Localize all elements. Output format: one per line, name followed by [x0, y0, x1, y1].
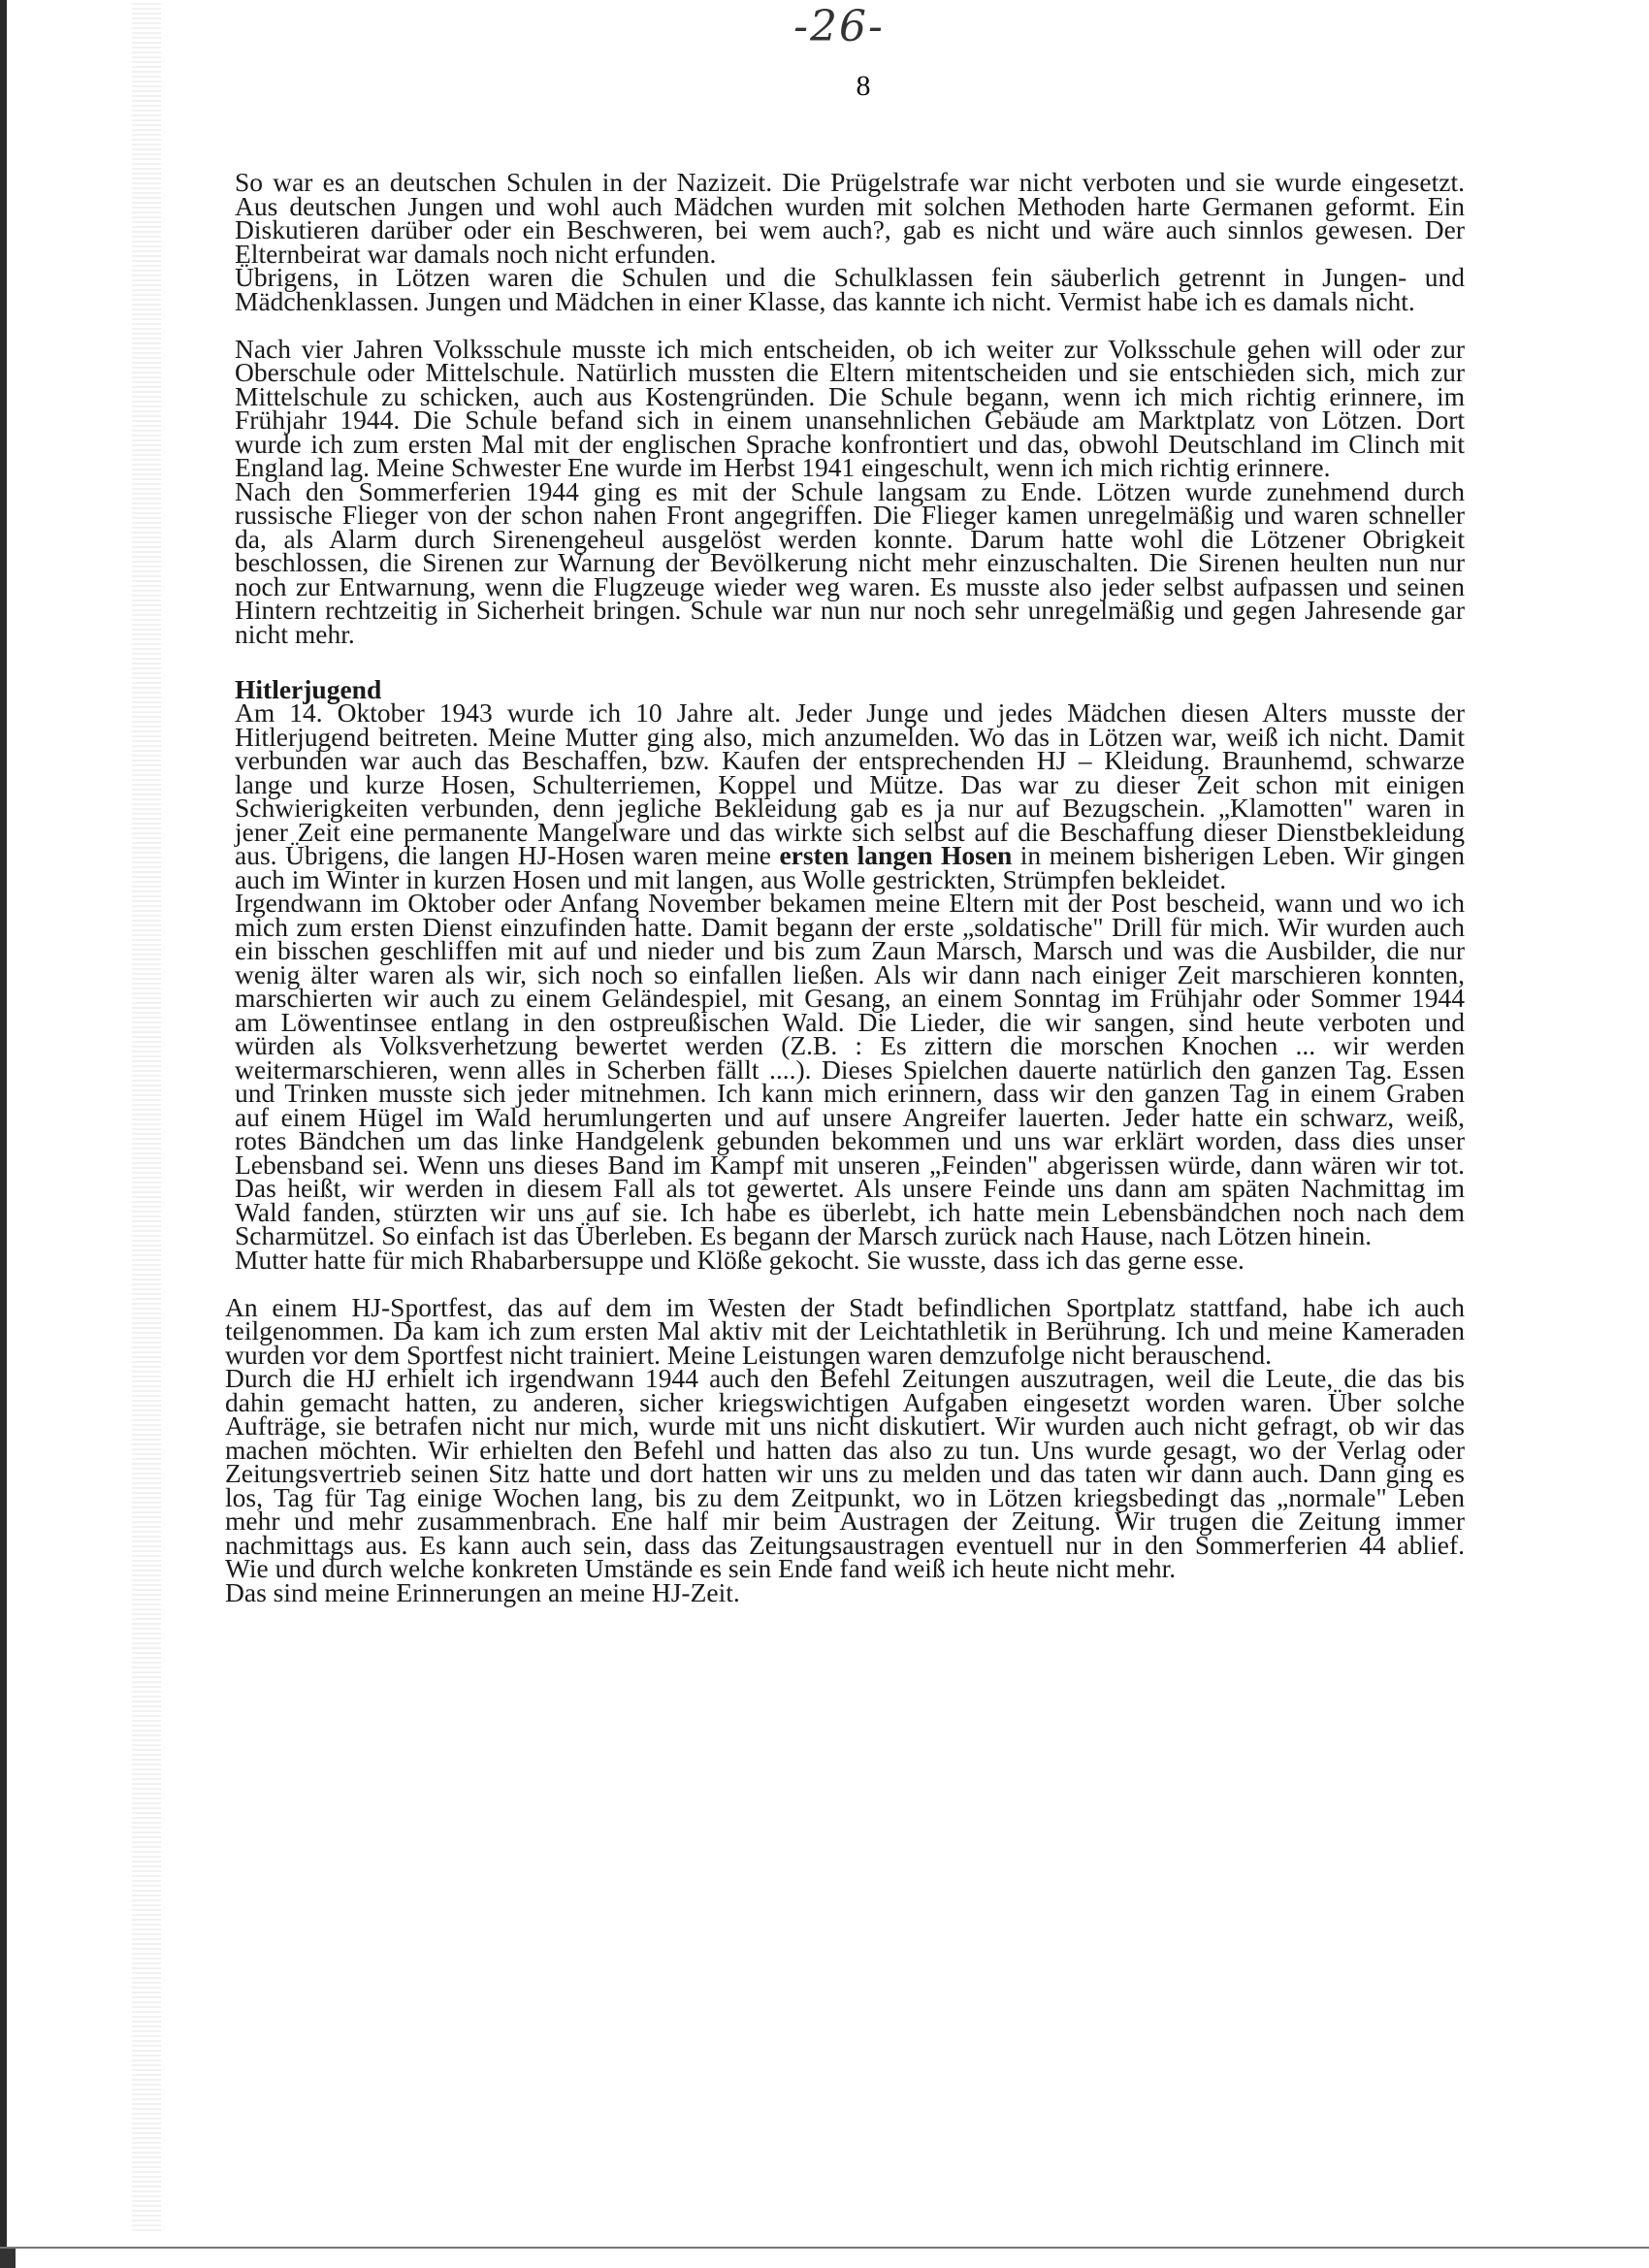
text-line: Oberschule oder Mittelschule. Natürlich mussten die Eltern mitentscheiden und sie entschieden sich, mich zur: [235, 357, 1465, 387]
scan-corner: [0, 2249, 16, 2268]
text-line: Das heißt, wir werden in diesem Fall als tot gewertet. Als unsere Feinde uns dann am späten Nachmittag im: [235, 1173, 1465, 1203]
text-line: Wie und durch welche konkreten Umstände es sein Ende fand weiß ich heute nicht mehr.: [225, 1553, 1177, 1583]
section-heading: Hitlerjugend: [235, 673, 382, 704]
text-line: marschierten wir auch zu einem Geländespiel, mit Gesang, an einem Sonntag im Frühjahr oder Sommer 1944: [235, 983, 1465, 1013]
paragraph-schools: [235, 167, 1465, 316]
text-line: machen möchten. Wir erhielten den Befehl und hatten das also zu tun. Uns wurde gesagt, wo der Verlag oder: [225, 1434, 1465, 1465]
text-line: Hintern rechtzeitig in Sicherheit bringen. Schule war nun nur noch sehr unregelmäßig und gegen Jahresende gar: [235, 595, 1465, 625]
text-line: Mädchenklassen. Jungen und Mädchen in einer Klasse, das kannte ich nicht. Vermist habe ich es damals nicht.: [235, 285, 1415, 316]
text-line: Aus deutschen Jungen und wohl auch Mädchen wurden mit solchen Methoden harte Germanen geformt. Ein: [235, 190, 1465, 221]
text-line: mich zum ersten Dienst einzufinden hatte. Damit begann der erste „soldatische" Drill für mich. Wir wurden auch: [235, 911, 1465, 942]
text-line: auch im Winter in kurzen Hosen und mit langen, aus Wolle gestrickten, Strümpfen bekleidet.: [235, 863, 1227, 894]
text-line: auf einem Hügel im Wald herumlungerten und auf unsere Angreifer lauerten. Jeder hatte ein schwarz, weiß,: [235, 1101, 1465, 1132]
text-line: Am 14. Oktober 1943 wurde ich 10 Jahre alt. Jeder Junge und jedes Mädchen diesen Alters musste der: [235, 697, 1465, 728]
document-body: [225, 167, 1465, 1607]
text-segment: aus. Übrigens, die langen HJ-Hosen waren meine: [235, 840, 780, 870]
text-line: wurde ich zum ersten Mal mit der englischen Sprache konfrontiert und das, obwohl Deutschland im Clinch mit: [235, 428, 1465, 459]
text-line: am Löwentinsee entlang in den ostpreußischen Wald. Die Lieder, die wir sangen, sind heute verboten und: [235, 1006, 1465, 1037]
text-line: beschlossen, die Sirenen zur Warnung der Bevölkerung nicht mehr einzuschalten. Die Sirenen heulten nun nur: [235, 547, 1465, 577]
text-line: So war es an deutschen Schulen in der Nazizeit. Die Prügelstrafe war nicht verboten und sie wurde eingesetzt.: [235, 167, 1465, 197]
text-line: England lag. Meine Schwester Ene wurde im Herbst 1941 eingeschult, wenn ich mich richtig erinnere.: [235, 452, 1331, 482]
text-line: da, als Alarm durch Sirenengeheul ausgelöst werden konnte. Darum hatte wohl die Lötzener Obrigkeit: [235, 523, 1465, 554]
text-line: Schwierigkeiten verbunden, denn jegliche Bekleidung gab es ja nur auf Bezugschein. „Klamotten" waren in: [235, 793, 1465, 823]
text-line: Mittelschule zu schicken, auch aus Kostengründen. Die Schule begann, wenn ich mich richtig erinnere, im: [235, 380, 1465, 411]
text-line: würden als Volksverhetzung bewertet werden (Z.B. : Es zittern die morschen Knochen ... wir werden: [235, 1030, 1465, 1060]
text-line: los, Tag für Tag einige Wochen lang, bis zu dem Zeitpunkt, wo in Lötzen kriegsbedingt das „normale" Leben: [225, 1481, 1465, 1512]
text-line: wurden vor dem Sportfest nicht trainiert. Meine Leistungen waren demzufolge nicht berauschend.: [225, 1339, 1273, 1370]
text-line: Durch die HJ erhielt ich irgendwann 1944 auch den Befehl Zeitungen auszutragen, weil die Leute, die das bis: [225, 1363, 1465, 1393]
text-line: Mutter hatte für mich Rhabarbersuppe und Klöße gekocht. Sie wusste, dass ich das gerne esse.: [235, 1244, 1245, 1275]
text-line: Übrigens, in Lötzen waren die Schulen und die Schulklassen fein säuberlich getrennt in Jungen- und: [235, 262, 1465, 292]
text-line: russische Flieger von der schon nahen Front angegriffen. Die Flieger kamen unregelmäßig und waren schneller: [235, 500, 1465, 530]
text-line: verbunden war auch das Beschaffen, bzw. Kaufen der entsprechenden HJ – Kleidung. Braunhemd, schwarze: [235, 745, 1465, 775]
text-line: noch zur Entwarnung, wenn die Flugzeuge wieder weg waren. Es musste also jeder selbst aufpassen und seinen: [235, 570, 1465, 601]
text-line: lange und kurze Hosen, Schulterriemen, Koppel und Mütze. Das war zu dieser Zeit schon mit einigen: [235, 768, 1465, 799]
text-line: Zeitungsvertrieb seinen Sitz hatte und dort hatten wir uns zu melden und das taten wir dann auch. Dann ging es: [225, 1458, 1465, 1488]
text-line: nicht mehr.: [235, 618, 355, 649]
section-hitlerjugend: [235, 673, 1465, 1275]
paragraph-sportfest: [225, 1291, 1465, 1607]
page-number: 8: [856, 70, 871, 102]
text-line: jener Zeit eine permanente Mangelware und das wirkte sich selbst auf die Beschaffung dieser Dienstbekleidung: [235, 816, 1465, 847]
text-line: Lebensband sei. Wenn uns dieses Band im Kampf mit unseren „Feinden" abgerissen würde, dann wären wir tot.: [235, 1149, 1465, 1180]
text-line: und Trinken musste sich jeder mitnehmen. Ich kann mich erinnern, dass wir den ganzen Tag in einem Graben: [235, 1078, 1465, 1108]
paragraph-mittelschule: [235, 333, 1465, 649]
scan-edge-bottom: [0, 2247, 1649, 2249]
text-line: weitermarschieren, wenn alles in Scherben fällt ....). Dieses Spielchen dauerte natürlich den ganzen Tag. Essen: [235, 1053, 1465, 1085]
text-line: Irgendwann im Oktober oder Anfang November bekamen meine Eltern mit der Post bescheid, wann und wo ich: [235, 888, 1465, 918]
text-line: ein bisschen geschliffen mit auf und nieder und bis zum Zaun Marsch, Marsch und was die Ausbilder, die nur: [235, 935, 1465, 965]
text-line: wenig älter waren als wir, sich noch so einfallen ließen. Als wir dann nach einiger Zeit marschieren konnten,: [235, 958, 1465, 989]
text-line: An einem HJ-Sportfest, das auf dem im Westen der Stadt befindlichen Sportplatz stattfand, habe ich auch: [225, 1291, 1465, 1322]
text-line: Diskutieren darüber oder ein Beschweren, bei wem auch?, gab es nicht und wäre auch sinnlos gewesen. Der: [235, 214, 1465, 244]
text-line: nachmittags aus. Es kann auch sein, dass das Zeitungsaustragen eventuell nur in den Sommerferien 44 ablief.: [225, 1529, 1465, 1560]
text-line: rotes Bändchen um das linke Handgelenk gebunden bekommen und uns war erklärt worden, dass dies unser: [235, 1125, 1465, 1155]
scan-noise-strip: [132, 0, 161, 2231]
text-line: Frühjahr 1944. Die Schule befand sich in einem unansehnlichen Gebäude am Marktplatz von Lötzen. Dort: [235, 405, 1465, 435]
text-line: Scharmützel. So einfach ist das Überleben. Es begann der Marsch zurück nach Hause, nach Lötzen hinein.: [235, 1220, 1373, 1250]
text-line: Das sind meine Erinnerungen an meine HJ-Zeit.: [225, 1576, 740, 1607]
text-line: dahin gemacht hatten, zu anderen, sicher kriegswichtigen Aufgaben eingesetzt worden waren. Über solche: [225, 1386, 1465, 1417]
text-line: Aufträge, sie betrafen nicht nur mich, wurde mit uns nicht diskutiert. Wir wurden auch nicht gefragt, ob wir das: [225, 1410, 1465, 1441]
text-segment: in meinem bisherigen Leben. Wir gingen: [1012, 840, 1465, 870]
handwritten-page-number: -26-: [793, 2, 885, 51]
text-line: Nach vier Jahren Volksschule musste ich mich entscheiden, ob ich weiter zur Volksschule gehen will oder zur: [235, 333, 1465, 364]
text-line: teilgenommen. Da kam ich zum ersten Mal aktiv mit der Leichtathletik in Berührung. Ich und meine Kameraden: [225, 1315, 1465, 1345]
text-line: Elternbeirat war damals noch nicht erfunden.: [235, 238, 717, 269]
text-line: Wald fanden, stürzten wir uns auf sie. Ich habe es überlebt, ich hatte mein Lebensbändchen noch nach dem: [235, 1196, 1465, 1227]
scan-edge-left: [0, 0, 7, 2249]
emphasized-text: ersten langen Hosen: [779, 840, 1013, 870]
text-line: Nach den Sommerferien 1944 ging es mit der Schule langsam zu Ende. Lötzen wurde zunehmend durch: [235, 475, 1465, 506]
text-line: mehr und mehr zusammenbrach. Ene half mir beim Austragen der Zeitung. Wir trugen die Zeitung immer: [225, 1506, 1465, 1536]
text-line: Hitlerjugend beitreten. Meine Mutter ging also, mich anzumelden. Wo das in Lötzen war, weiß ich nicht. Damit: [235, 721, 1465, 752]
